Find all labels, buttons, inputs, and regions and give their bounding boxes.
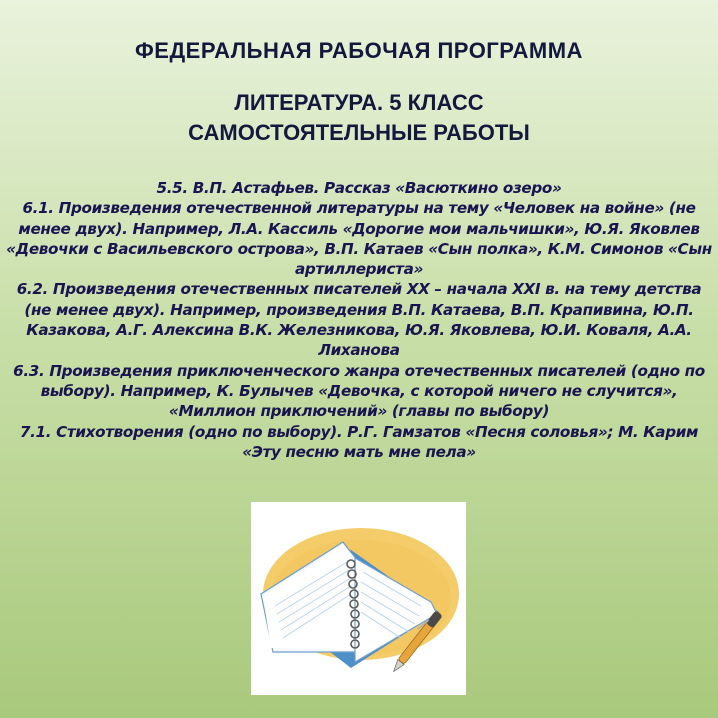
list-item: 7.1. Стихотворения (одно по выбору). Р.Г. Гамзатов «Песня соловья»; М. Карим «Эту песню мать мне пела» bbox=[19, 422, 699, 461]
notebook-pen-icon bbox=[251, 502, 466, 695]
subtitle-line-2: САМОСТОЯТЕЛЬНЫЕ РАБОТЫ bbox=[188, 120, 530, 145]
page-subtitle bbox=[0, 88, 718, 148]
page-title: ФЕДЕРАЛЬНАЯ РАБОЧАЯ ПРОГРАММА bbox=[135, 38, 583, 63]
list-item: 6.3. Произведения приключенческого жанра отечественных писателей (одно по выбору). Например, К. Булычев «Девочка, с которой ничего не случится», «Миллион приключений» (главы по выбору) bbox=[13, 361, 705, 421]
list-item: 6.1. Произведения отечественной литературы на тему «Человек на войне» (не менее двух). Например, Л.А. Кассиль «Дорогие мои мальчишки», Ю.Я. Яковлев «Девочки с Васильевского острова», В.П. Катаев «Сын полка», К.М. Симонов «Сын артиллериста» bbox=[6, 199, 712, 279]
subtitle-line-1: ЛИТЕРАТУРА. 5 КЛАСС bbox=[234, 90, 484, 115]
list-item: 6.2. Произведения отечественных писателей XX – начала XXI в. на тему детства (не менее двух). Например, произведения В.П. Катаева, В.П. Крапивина, Ю.П. Казакова, А.Г. Алексина В.К. Железникова, Ю.Я. Яковлева, Ю.И. Коваля, А.А. Лиханова bbox=[16, 280, 702, 360]
notebook-illustration bbox=[251, 502, 466, 695]
assignment-list bbox=[6, 178, 712, 462]
list-item: 5.5. В.П. Астафьев. Рассказ «Васюткино озеро» bbox=[156, 179, 562, 197]
